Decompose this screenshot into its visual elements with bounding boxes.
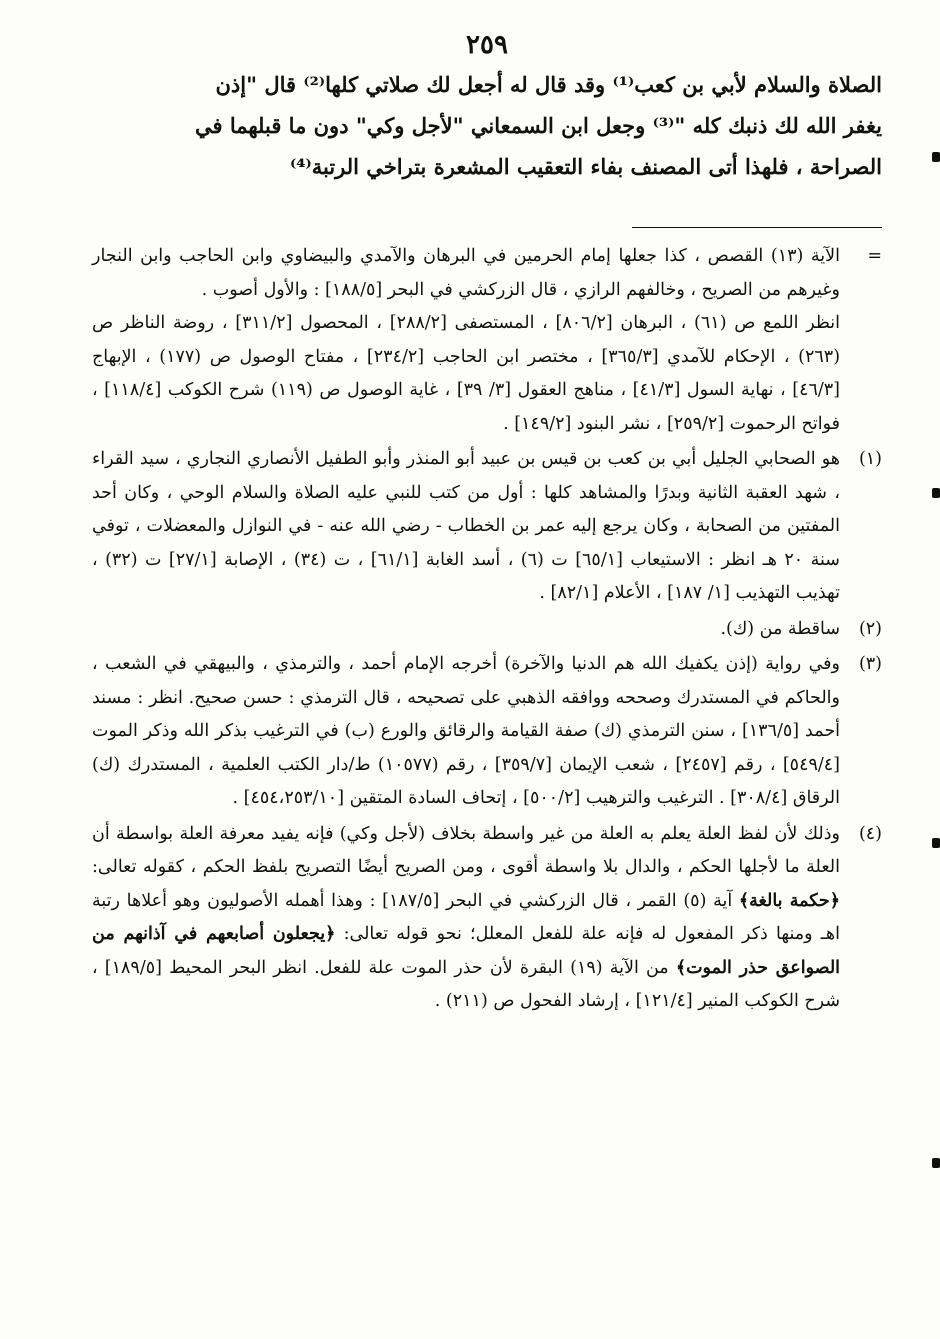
footnote-marker: (١)	[858, 449, 882, 469]
main-text	[92, 64, 882, 187]
main-line: يغفر الله لك ذنبك كله "⁽³⁾ وجعل ابن السمعاني "لأجل وكي" دون ما قبلهما في	[194, 113, 882, 138]
footnote-text: ساقطة من (ك).	[720, 618, 840, 639]
footnote-paragraph: الآية (١٣) القصص ، كذا جعلها إمام الحرمين في البرهان والآمدي والبيضاوي وابن الحاجب وابن النجار وغيرهم من الصريح ، وخالفهم الرازي ، قال الزركشي في البحر [١٨٨/٥] : والأول أصوب .	[92, 246, 840, 300]
footnote-divider	[632, 227, 882, 228]
footnote-text-part: من الآية (١٩) البقرة لأن حذر الموت علة للفعل. انظر البحر المحيط [١٨٩/٥] ، شرح الكوكب المنير [١٢١/٤] ، إرشاد الفحول ص (٢١١) .	[92, 957, 840, 1011]
scan-edge-mark	[932, 488, 940, 498]
scan-edge-mark	[932, 1158, 940, 1168]
footnote-text-part: وذلك لأن لفظ العلة يعلم به العلة من غير واسطة بخلاف (لأجل وكي) فإنه يفيد معرفة العلة بواسطة أن العلة ما لأجلها الحكم ، والدال بلا واسطة أقوى ، ومن الصريح أيضًا التصريح بلفظ الحكم ، كقوله تعالى:	[92, 823, 840, 877]
footnote-marker: (٢)	[858, 618, 882, 639]
footnote-text: هو الصحابي الجليل أبي بن كعب بن قيس بن عبيد أبو المنذر وأبو الطفيل الأنصاري النجاري ، سيد القراء ، شهد العقبة الثانية وبدرًا والمشاهد كلها : أول من كتب للنبي عليه الصلاة والسلام الوحي ، وكان أحد المفتين من الصحابة ، وكان يرجع إليه عمر بن الخطاب - رضي الله عنه - في النوازل والمعضلات ، توفي سنة ٢٠ هـ انظر : الاستيعاب [٦٥/١] ت (٦) ، أسد الغابة [٦١/١] ، ت (٣٤) ، الإصابة [٢٧/١] ت (٣٢) ، تهذيب التهذيب [١/ ١٨٧] ، الأعلام [٨٢/١] .	[92, 449, 840, 603]
continued-footnote	[92, 240, 882, 441]
quran-quote: ﴿حكمة بالغة﴾	[738, 890, 840, 911]
footnote-4	[92, 818, 882, 1019]
footnote-marker: (٣)	[858, 654, 882, 674]
footnote-marker: (٤)	[858, 823, 882, 844]
footnote-text: وفي رواية (إذن يكفيك الله هم الدنيا والآخرة) أخرجه الإمام أحمد ، والترمذي ، والبيهقي في الشعب ، والحاكم في المستدرك وصححه ووافقه الذهبي على تصحيحه ، قال الترمذي : حسن صحيح. انظر : مسند أحمد [١٣٦/٥] ، سنن الترمذي (ك) صفة القيامة والرقائق والورع (ب) في الترغيب بذكر الله وذكر الموت [٥٤٩/٤] ، رقم [٢٤٥٧] ، شعب الإيمان [٣٥٩/٧] ، رقم (١٠٥٧٧) ط/دار الكتب العلمية ، المستدرك (ك) الرقاق [٣٠٨/٤] . الترغيب والترهيب [٥٠٠/٢] ، إتحاف السادة المتقين [٤٥٤،٢٥٣/١٠] .	[92, 654, 841, 808]
main-line: الصلاة والسلام لأبي بن كعب⁽¹⁾ وقد قال له أجعل لك صلاتي كلها⁽²⁾ قال "إذن	[215, 72, 882, 97]
footnote-text-part: آية (٥) القمر ، قال الزركشي في البحر [١٨٧/٥] : وهذا أهمله الأصوليون وهو أعلاها رتبة اهـ ومنها ذكر المفعول له فإنه علة للفعل المعلل؛ نحو قوله تعالى:	[92, 890, 840, 944]
footnote-3	[92, 648, 882, 816]
book-page	[92, 30, 882, 1019]
scan-edge-mark	[932, 838, 940, 848]
main-line: الصراحة ، فلهذا أتى المصنف بفاء التعقيب المشعرة بتراخي الرتبة⁽⁴⁾	[290, 154, 882, 179]
footnote-text	[92, 818, 840, 1019]
page-number: ٢٥٩	[466, 30, 508, 60]
scan-edge-mark	[932, 152, 940, 162]
quran-quote: ﴿يجعلون أصابعهم في آذانهم من الصواعق حذر الموت﴾	[92, 924, 841, 978]
footnote-references: انظر اللمع ص (٦١) ، البرهان [٨٠٦/٢] ، المستصفى [٢٨٨/٢] ، المحصول [٣١١/٢] ، روضة الناظر ص (٢٦٣) ، الإحكام للآمدي [٣٦٥/٣] ، مختصر ابن الحاجب [٢٣٤/٢] ، مفتاح الوصول ص (١٧٧) ، الإبهاج [٤٦/٣] ، نهاية السول [٤١/٣] ، مناهج العقول [٣/ ٣٩] ، غاية الوصول ص (١١٩) شرح الكوكب [١١٨/٤] ، فواتح الرحموت [٢٥٩/٢] ، نشر البنود [١٤٩/٢] .	[92, 313, 841, 434]
continuation-marker: =	[867, 246, 882, 266]
footnote-2	[92, 613, 882, 647]
footnote-1	[92, 443, 882, 611]
